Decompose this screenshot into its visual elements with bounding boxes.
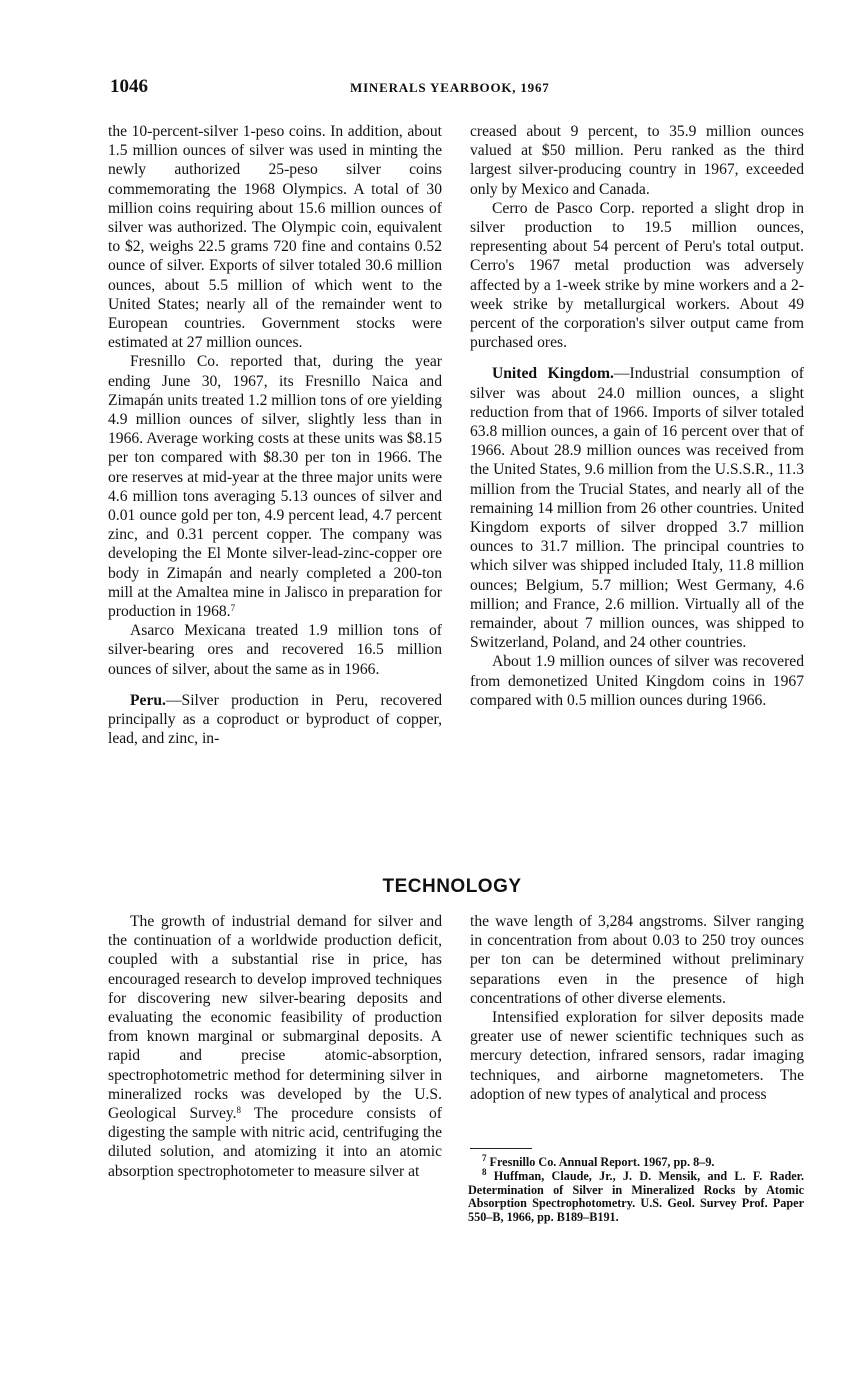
- paragraph-peru: [108, 691, 442, 749]
- section-heading-technology: TECHNOLOGY: [382, 876, 522, 897]
- paragraph-cerro-de-pasco: Cerro de Pasco Corp. reported a slight drop in silver production to 19.5 million ounces, representing about 54 percent of Peru's total output. Cerro's 1967 metal production was adversely affected by a 1-week strike by mine workers and a 2-week strike by metallurgical workers. About 49 percent of the corporation's silver output came from purchased ores.: [470, 199, 804, 352]
- paragraph-technology-intro-cont: The procedure consists of digesting the sample with nitric acid, centrifuging the diluted solution, and atomizing it into an atomic absorption spectrophotometer to measure silver at: [108, 1105, 442, 1180]
- paragraph-technology-intro-text: The growth of industrial demand for silver and the continuation of a worldwide production deficit, coupled with a substantial rise in price, has encouraged research to develop improved techniques for discovering new silver-bearing deposits and evaluating the economic feasibility of production from known marginal or submarginal deposits. A rapid and precise atomic-absorption, spectrophotometric method for determining silver in mineralized rocks was developed by the U.S. Geological Survey.: [108, 913, 442, 1123]
- paragraph-mexico-coins: the 10-percent-silver 1-peso coins. In addition, about 1.5 million ounces of silver was used in minting the newly authorized 25-peso silver coins commemorating the 1968 Olympics. A total of 30 million coins requiring about 15.6 million ounces of silver was authorized. The Olympic coin, equivalent to $2, weighs 22.5 grams 720 fine and contains 0.52 ounce of silver. Exports of silver totaled 30.6 million ounces, about 5.5 million of which went to the United States; nearly all of the remainder went to European countries. Government stocks were estimated at 27 million ounces.: [108, 123, 442, 352]
- footnotes: [468, 1153, 804, 1225]
- paragraph-fresnillo: [108, 352, 442, 621]
- paragraph-wavelength: the wave length of 3,284 angstroms. Silver ranging in concentration from about 0.03 to 250 troy ounces per ton can be determined without preliminary separations even in the presence of high concentrations of other diverse elements.: [470, 913, 804, 1007]
- paragraph-peru-text: —Silver production in Peru, recovered principally as a coproduct or byproduct of copper, lead, and zinc, in-: [108, 691, 442, 748]
- footnote-ref-8: 8: [236, 1105, 242, 1116]
- paragraph-asarco: Asarco Mexicana treated 1.9 million tons of silver-bearing ores and recovered 16.5 million ounces of silver, about the same as in 1966.: [108, 622, 442, 678]
- paragraph-technology-intro: [108, 912, 442, 1181]
- running-head: MINERALS YEARBOOK, 1967: [350, 80, 550, 95]
- top-left-column: [108, 122, 442, 749]
- subhead-united-kingdom: United Kingdom.: [492, 365, 614, 383]
- bottom-left-column: [108, 912, 442, 1181]
- footnote-7-mark: 7: [482, 1153, 487, 1163]
- footnote-rule: [470, 1148, 532, 1149]
- paragraph-exploration: Intensified exploration for silver deposits made greater use of newer scientific techniques such as mercury detection, infrared sensors, radar imaging techniques, and airborne magnetometers. The adoption of new types of analytical and process: [470, 1009, 804, 1103]
- footnote-8-text: Huffman, Claude, Jr., J. D. Mensik, and L. F. Rader. Determination of Silver in Mineralized Rocks by Atomic Absorption Spectrophotometry. U.S. Geol. Survey Prof. Paper 550–B, 1966, pp. B189–B191.: [468, 1168, 804, 1225]
- footnote-7-text: Fresnillo Co. Annual Report. 1967, pp. 8–9.: [486, 1155, 715, 1169]
- paragraph-fresnillo-text: Fresnillo Co. reported that, during the year ending June 30, 1967, its Fresnillo Naica and Zimapán units treated 1.2 million tons of ore yielding 4.9 million ounces of silver, slightly less than in 1966. Average working costs at these units was $8.15 per ton compared with $8.30 per ton in 1966. The ore reserves at mid-year at the three major units were 4.6 million tons averaging 5.13 ounces of silver and 0.01 ounce gold per ton, 4.9 percent lead, 4.7 percent zinc, and 0.31 percent copper. The company was developing the El Monte silver-lead-zinc-copper ore body in Zimapán and nearly completed a 200-ton mill at the Amaltea mine in Jalisco in preparation for production in 1968.: [108, 353, 442, 621]
- footnote-ref-7: 7: [230, 603, 236, 614]
- paragraph-united-kingdom: [470, 364, 804, 652]
- paragraph-demonetized-coins: About 1.9 million ounces of silver was recovered from demonetized United Kingdom coins in 1967 compared with 0.5 million ounces during 1966.: [470, 653, 804, 709]
- paragraph-united-kingdom-text: —Industrial consumption of silver was about 24.0 million ounces, a slight reduction from that of 1966. Imports of silver totaled 63.8 million ounces, a gain of 16 percent over that of 1966. About 28.9 million ounces was received from the United States, 9.6 million from the U.S.S.R., 11.3 million from the Trucial States, and nearly all of the remaining 14 million from 26 other countries. United Kingdom exports of silver dropped 3.7 million ounces to 31.7 million. The principal countries to which silver was shipped included Italy, 11.8 million ounces; Belgium, 5.7 million; West Germany, 4.6 million; and France, 2.6 million. Virtually all of the remainder, about 7 million ounces, was shipped to Switzerland, Poland, and 24 other countries.: [470, 365, 804, 652]
- footnote-8: [468, 1166, 804, 1225]
- footnote-8-mark: 8: [482, 1166, 487, 1177]
- page-number: 1046: [110, 76, 148, 97]
- bottom-right-column: [470, 912, 804, 1104]
- top-right-column: [470, 122, 804, 710]
- subhead-peru: Peru.: [130, 691, 166, 709]
- footnote-7: [468, 1153, 804, 1170]
- paragraph-peru-cont: creased about 9 percent, to 35.9 million ounces valued at $50 million. Peru ranked as the third largest silver-producing country in 1967, exceeded only by Mexico and Canada.: [470, 123, 804, 198]
